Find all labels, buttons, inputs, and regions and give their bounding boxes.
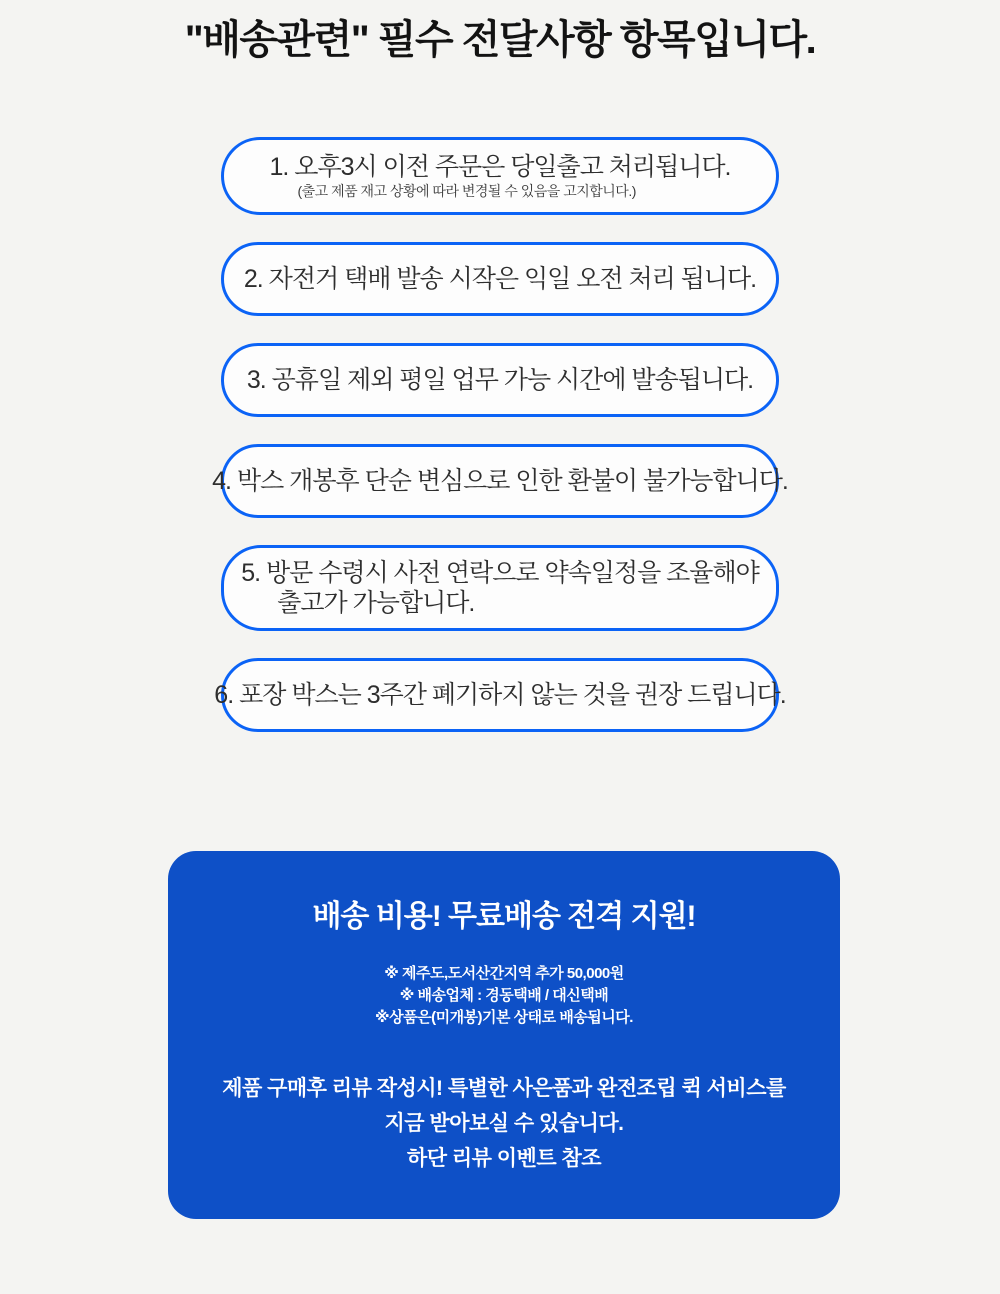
notice-pill-2 — [221, 242, 779, 316]
notice-text: 4. 박스 개봉후 단순 변심으로 인한 환불이 불가능합니다. — [212, 467, 788, 495]
notice-list — [212, 137, 788, 732]
banner-notes — [168, 963, 840, 1029]
banner-note: ※ 제주도,도서산간지역 추가 50,000원 — [384, 965, 624, 982]
banner-title: 배송 비용! 무료배송 전격 지원! — [312, 900, 696, 933]
notice-text-line2: 출고가 가능합니다. — [277, 589, 475, 617]
banner-message-line: 하단 리뷰 이벤트 참조 — [406, 1147, 602, 1170]
notice-text: 6. 포장 박스는 3주간 폐기하지 않는 것을 권장 드립니다. — [214, 681, 786, 709]
shipping-banner — [168, 851, 840, 1219]
notice-pill-1 — [221, 137, 779, 215]
page-title: "배송관련" 필수 전달사항 항목입니다. — [184, 18, 816, 62]
notice-pill-4 — [212, 444, 788, 518]
banner-note: ※상품은(미개봉)기본 상태로 배송됩니다. — [375, 1009, 633, 1026]
notice-text: 5. 방문 수령시 사전 연락으로 약속일정을 조율해야 — [241, 559, 759, 587]
notice-text: 1. 오후3시 이전 주문은 당일출고 처리됩니다. — [269, 153, 731, 181]
notice-text: 2. 자전거 택배 발송 시작은 익일 오전 처리 됩니다. — [243, 265, 757, 293]
banner-message-line: 지금 받아보실 수 있습니다. — [384, 1112, 624, 1135]
notice-subtext: (출고 제품 재고 상황에 따라 변경될 수 있음을 고지합니다.) — [297, 183, 636, 199]
banner-note: ※ 배송업체 : 경동택배 / 대신택배 — [399, 987, 609, 1004]
notice-text: 3. 공휴일 제외 평일 업무 가능 시간에 발송됩니다. — [246, 366, 754, 394]
banner-message — [168, 1071, 840, 1176]
notice-pill-3 — [221, 343, 779, 417]
notice-pill-6 — [214, 658, 786, 732]
notice-pill-5 — [221, 545, 779, 631]
banner-message-line: 제품 구매후 리뷰 작성시! 특별한 사은품과 완전조립 퀵 서비스를 — [222, 1077, 786, 1100]
